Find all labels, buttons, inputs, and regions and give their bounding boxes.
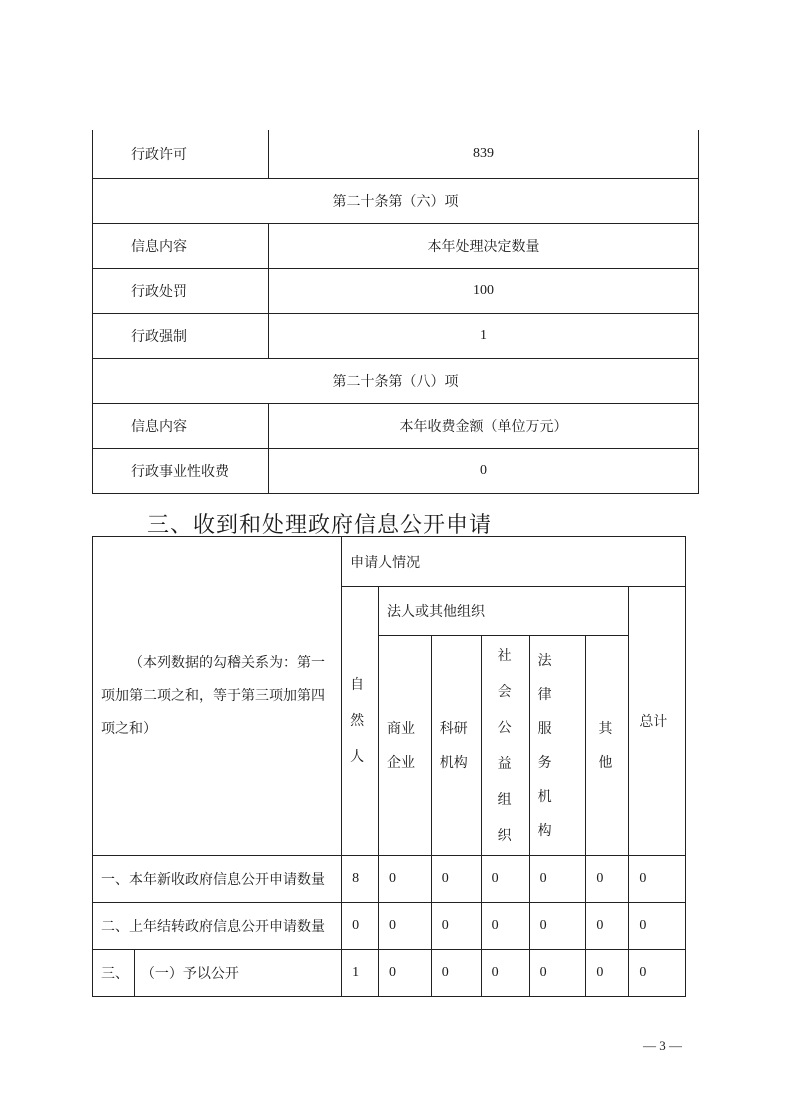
admin-stats-table: [92, 130, 699, 494]
cell-value: 0: [379, 950, 432, 997]
cell-value: 0: [629, 856, 686, 903]
cell-value: 0: [431, 856, 481, 903]
table-row: [93, 130, 699, 179]
cell-value: 0: [481, 950, 529, 997]
cell-value: 0: [481, 856, 529, 903]
org-col-other: 其他: [586, 636, 629, 856]
row-value: 0: [269, 449, 699, 494]
cell-value: 0: [586, 903, 629, 950]
cell-value: 0: [529, 903, 586, 950]
cell-value: 0: [529, 950, 586, 997]
cell-value: 1: [342, 950, 379, 997]
cell-value: 0: [431, 950, 481, 997]
table-row: [93, 449, 699, 494]
row-label: （一）予以公开: [134, 950, 341, 997]
table-header-row: [93, 224, 699, 269]
row-label: 行政处罚: [93, 269, 269, 314]
row-label: 行政事业性收费: [93, 449, 269, 494]
section-heading: 三、收到和处理政府信息公开申请: [147, 513, 493, 538]
cell-value: 0: [529, 856, 586, 903]
row-label: 二、上年结转政府信息公开申请数量: [93, 903, 342, 950]
header-value: 本年处理决定数量: [269, 224, 699, 269]
cell-value: 0: [342, 903, 379, 950]
legal-org-header: 法人或其他组织: [379, 587, 629, 636]
row-value: 839: [269, 130, 699, 179]
section-title: 第二十条第（六）项: [93, 179, 699, 224]
row-value: 1: [269, 314, 699, 359]
table-row: [93, 269, 699, 314]
header-label: 信息内容: [93, 224, 269, 269]
org-col-public-welfare: 社会公益组织: [481, 636, 529, 856]
row-label: 一、本年新收政府信息公开申请数量: [93, 856, 342, 903]
natural-person-header: 自然人: [342, 587, 379, 856]
table-row: [93, 314, 699, 359]
cell-value: 0: [379, 903, 432, 950]
org-col-research: 科研机构: [431, 636, 481, 856]
cell-value: 0: [431, 903, 481, 950]
org-col-legal-service: 法律服务机构: [529, 636, 586, 856]
cell-value: 0: [586, 856, 629, 903]
org-col-business: 商业企业: [379, 636, 432, 856]
cell-value: 8: [342, 856, 379, 903]
table-row: [93, 950, 686, 997]
table-row: [93, 903, 686, 950]
cell-value: 0: [481, 903, 529, 950]
total-header: 总计: [629, 587, 686, 856]
row-prefix: 三、: [93, 950, 135, 997]
cell-value: 0: [629, 950, 686, 997]
cell-value: 0: [629, 903, 686, 950]
section-title-row: [93, 179, 699, 224]
section-title-row: [93, 359, 699, 404]
table-row: [93, 856, 686, 903]
header-value: 本年收费金额（单位万元）: [269, 404, 699, 449]
header-label: 信息内容: [93, 404, 269, 449]
row-value: 100: [269, 269, 699, 314]
applications-table: [92, 536, 686, 997]
row-label: 行政许可: [93, 130, 269, 179]
section-title: 第二十条第（八）项: [93, 359, 699, 404]
page-number: — 3 —: [643, 1038, 682, 1053]
row-label: 行政强制: [93, 314, 269, 359]
cell-value: 0: [379, 856, 432, 903]
applicant-header: 申请人情况: [342, 537, 686, 587]
table-header-row: [93, 404, 699, 449]
cell-value: 0: [586, 950, 629, 997]
reconciliation-note: （本列数据的勾稽关系为：第一项加第二项之和，等于第三项加第四项之和）: [93, 537, 342, 856]
